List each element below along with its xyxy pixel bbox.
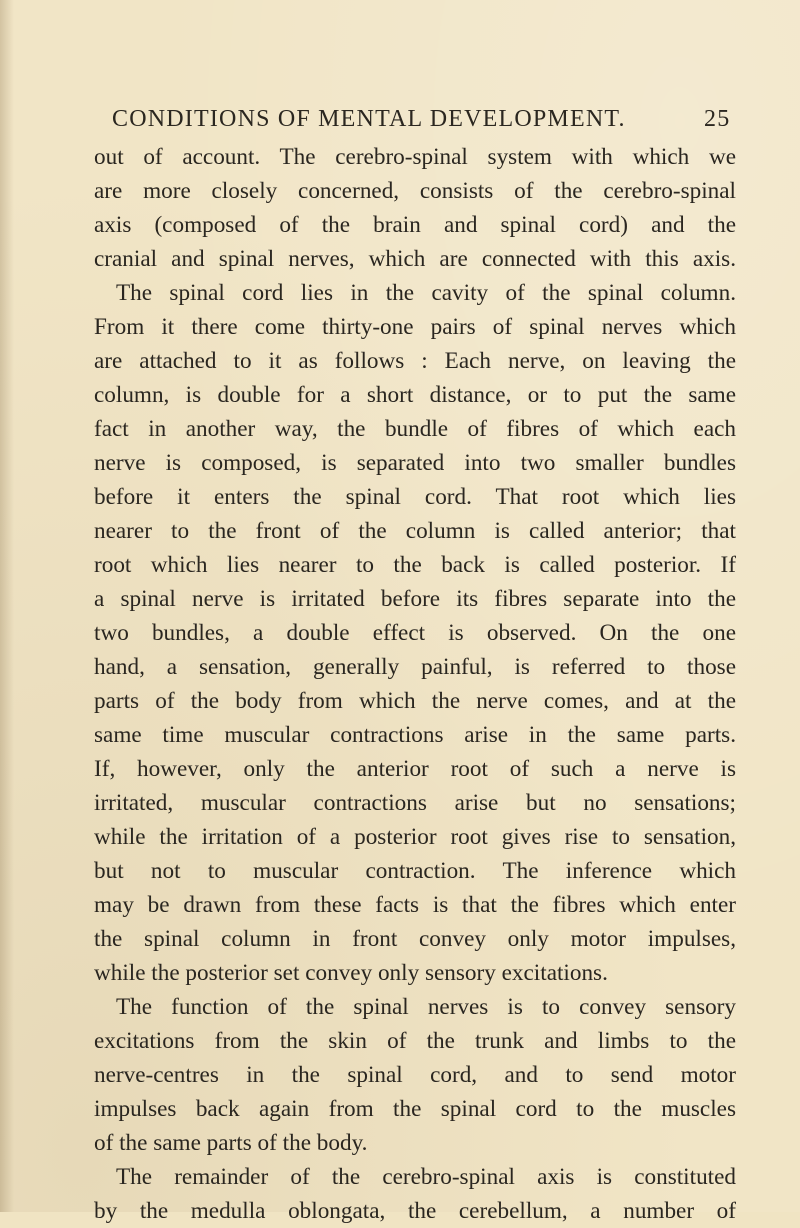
text-line: same time muscular contractions arise in the same parts. [94, 722, 736, 748]
text-line: parts of the body from which the nerve comes, and at the [94, 688, 736, 714]
text-line: two bundles, a double effect is observed. On the one [94, 620, 736, 646]
text-line: nerve is composed, is separated into two smaller bundles [94, 450, 736, 476]
text-line: axis (composed of the brain and spinal cord) and the [94, 212, 736, 238]
text-line: while the irritation of a posterior root gives rise to sensation, [94, 824, 736, 850]
body-text [94, 140, 736, 1228]
text-line: are attached to it as follows : Each nerve, on leaving the [94, 348, 736, 374]
text-line: cranial and spinal nerves, which are connected with this axis. [94, 246, 736, 272]
text-line: impulses back again from the spinal cord to the muscles [94, 1096, 736, 1122]
text-line: of the same parts of the body. [94, 1130, 368, 1156]
text-line: out of account. The cerebro-spinal system with which we [94, 144, 736, 170]
text-line: a spinal nerve is irritated before its fibres separate into the [94, 586, 736, 612]
text-line: may be drawn from these facts is that the fibres which enter [94, 892, 736, 918]
text-line: hand, a sensation, generally painful, is referred to those [94, 654, 736, 680]
text-line: From it there come thirty-one pairs of spinal nerves which [94, 314, 736, 340]
text-line: the spinal column in front convey only motor impulses, [94, 926, 736, 952]
text-line: excitations from the skin of the trunk and limbs to the [94, 1028, 736, 1054]
text-line: before it enters the spinal cord. That root which lies [94, 484, 736, 510]
text-line: The function of the spinal nerves is to convey sensory [116, 994, 736, 1020]
text-line: The remainder of the cerebro-spinal axis is constituted [116, 1164, 736, 1190]
text-line: root which lies nearer to the back is called posterior. If [94, 552, 736, 578]
text-line: irritated, muscular contractions arise but no sensations; [94, 790, 736, 816]
text-line: column, is double for a short distance, or to put the same [94, 382, 736, 408]
text-line: nerve-centres in the spinal cord, and to send motor [94, 1062, 736, 1088]
page-edge-shadow [0, 0, 14, 1212]
running-head [112, 106, 732, 142]
text-line: nearer to the front of the column is called anterior; that [94, 518, 736, 544]
text-line: fact in another way, the bundle of fibres of which each [94, 416, 736, 442]
text-line: The spinal cord lies in the cavity of the spinal column. [116, 280, 736, 306]
text-line: while the posterior set convey only sensory excitations. [94, 960, 608, 986]
running-head-title: CONDITIONS OF MENTAL DEVELOPMENT. [112, 106, 626, 132]
text-line: but not to muscular contraction. The inference which [94, 858, 736, 884]
text-line: If, however, only the anterior root of such a nerve is [94, 756, 736, 782]
text-line: by the medulla oblongata, the cerebellum, a number of [94, 1198, 736, 1224]
page-number: 25 [704, 106, 731, 132]
text-line: are more closely concerned, consists of the cerebro-spinal [94, 178, 736, 204]
